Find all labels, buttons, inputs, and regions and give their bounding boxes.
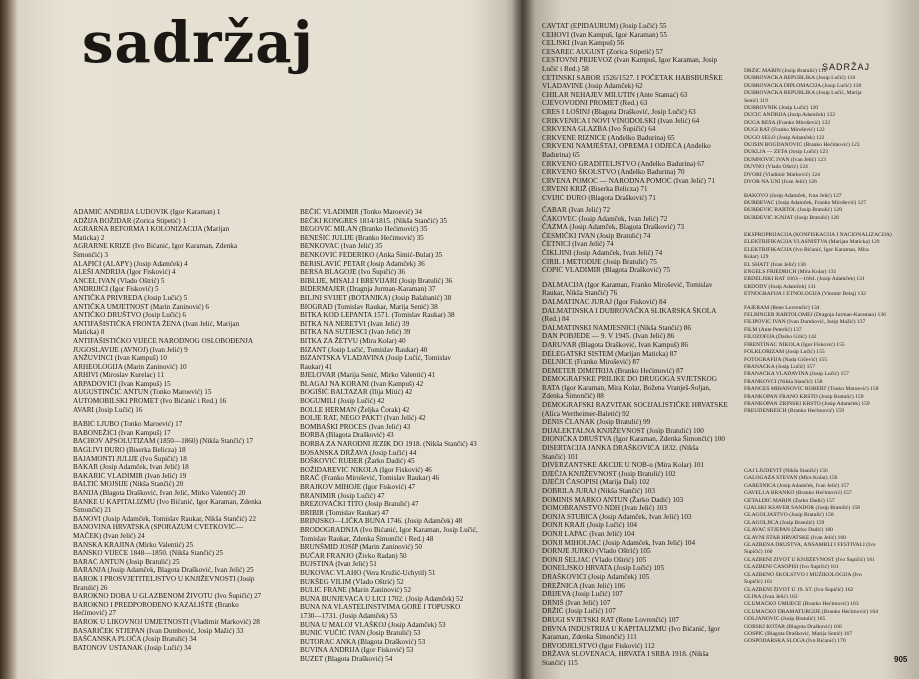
- toc-entry: BAKAR (Josip Adamček, Ivan Jelić) 18: [73, 463, 189, 472]
- toc-entry: DUBROVAČKA REPUBLIKA (Josip Lučić) 116: [744, 75, 856, 82]
- toc-column-right-far-top: [744, 68, 904, 222]
- toc-entry: DJEČJI ČASOPISI (Marija Daš) 102: [542, 478, 650, 487]
- toc-entry: BANSKO VIJEĆE 1848—1850. (Nikša Stančić) 25: [73, 549, 223, 558]
- toc-column-right-far-mid: [744, 232, 904, 416]
- toc-entry: DJEČJA KNJIŽEVNOST (Josip Bratulić) 102: [542, 469, 676, 478]
- toc-entry: ADAMIĆ ANDRIJA LUDOVIK (Igor Karaman) 1: [73, 208, 221, 216]
- toc-entry: BLAGAJ NA KORANI (Ivan Kampuš) 42: [300, 379, 424, 388]
- toc-entry: JUGOSLAVIJE (AVNOJ) (Ivan Jelić) 9: [73, 345, 188, 354]
- toc-entry: DALMATINSKI NAMJESNICI (Nikša Stančić) 86: [542, 323, 691, 332]
- toc-entry: BOŽIDAREVIĆ NIKOLA (Igor Fisković) 46: [300, 465, 432, 474]
- toc-entry: BJELOVAR (Marija Senić, Mirko Valentić) 41: [300, 371, 436, 380]
- toc-entry: Maticka) 8: [73, 328, 105, 337]
- toc-entry: BOMBAŠKI PROCES (Ivan Jelić) 43: [300, 422, 411, 431]
- toc-entry: DIJALEKTALNA KNJIŽEVNOST (Josip Bratulić) 100: [542, 426, 704, 435]
- toc-entry: ARHIVI (Miroslav Kurelac) 11: [73, 371, 164, 380]
- toc-entry: DRAŠKOVIĆI (Josip Adamček) 105: [542, 572, 650, 581]
- toc-entry: CRVENI KRIŽ (Biserka Belicza) 71: [542, 185, 648, 194]
- toc-entry: BENKOVAC (Ivan Jelić) 35: [300, 242, 383, 251]
- right-page: [522, 0, 919, 679]
- toc-entry: DUBROVAČKA REPUBLIKA (Josip Lučić, Marija: [744, 90, 862, 97]
- toc-entry: FRANKOPAN FRANO KRSTO (Josip Bratulić) 159: [744, 393, 864, 400]
- toc-entry: GLAZBENA DRUŠTVA, ANSAMBLI I FESTIVALI (Ivo: [744, 542, 876, 549]
- toc-entry: ALAPIĆI (ALAPY) (Josip Adamček) 4: [73, 259, 188, 268]
- toc-entry: AUTOMOBILSKI PROMET (Ivo Bićanić i Red.) 16: [73, 397, 227, 406]
- toc-entry: CRIKVENICA I NOVI VINODOLSKI (Ivan Jelić) 64: [542, 116, 700, 125]
- toc-entry: DENIS ČLANAK (Josip Bratulić) 99: [542, 418, 651, 427]
- toc-entry: CRKVENE RIZNICE (Anđelko Badurina) 65: [542, 133, 675, 142]
- toc-entry: CESAREC AUGUST (Zorica Stipetić) 57: [542, 47, 663, 56]
- toc-entry: ĐAKOVO (Josip Adamček, Ivan Jelić) 127: [744, 192, 842, 199]
- toc-entry: 1730—1731. (Josip Adamček) 53: [300, 611, 398, 620]
- toc-entry: ĐURĐEVIĆ IGNJAT (Josip Bratulić) 128: [744, 214, 839, 221]
- toc-entry: Hećimović) 27: [73, 609, 116, 618]
- toc-entry: GAVELLA BRANKO (Branko Hećimović) 157: [744, 490, 852, 497]
- toc-entry: CRKVENA GLAZBA (Ivo Šupičić) 64: [542, 125, 656, 134]
- toc-entry: BAROK U LIKOVNOJ UMJETNOSTI (Vladimir Marković) 28: [73, 617, 260, 626]
- toc-column-right-top: [542, 22, 738, 202]
- toc-entry: BATONOV USTANAK (Josip Lučić) 34: [73, 643, 192, 652]
- toc-entry: ARPADOVIĆI (Ivan Kampuš) 15: [73, 379, 171, 388]
- toc-entry: GLAZBENO ŠKOLSTVO I MUZIKOLOGIJA (Ivo: [744, 571, 862, 578]
- toc-entry: DRŽIĆ MARIN (Josip Bratulić) 115: [744, 68, 827, 74]
- toc-entry: FOLKLORIZAM (Josip Lučić) 155: [744, 349, 825, 356]
- toc-entry: ČIKLJINI (Josip Adamček, Ivan Jelić) 74: [542, 248, 663, 257]
- toc-entry: DUGO SELO (Josip Adamček) 122: [744, 134, 825, 141]
- toc-entry: FILIPOVIĆ IVAN (Ivan Dumbović, Josip Mažić) 137: [744, 319, 866, 326]
- toc-entry: DONJI LAPAC (Ivan Jelić) 104: [542, 529, 635, 538]
- toc-entry: DRUGI SVJETSKI RAT (Rene Lovrenčić) 107: [542, 615, 680, 624]
- toc-entry: BOLLE HERMAN (Željka Čorak) 42: [300, 405, 410, 414]
- toc-entry: BRUNŠMID JOSIP (Marin Zaninović) 50: [300, 543, 422, 552]
- toc-entry: GLAVNI ŠTAB HRVATSKE (Ivan Jelić) 160: [744, 534, 846, 541]
- toc-entry: GALOGAŽA STEVAN (Mira Kolar) 156: [744, 475, 838, 482]
- toc-entry: DUGI RAT (Franko Mirošević) 122: [744, 127, 825, 134]
- toc-entry: BITKA NA SUTJESCI (Ivan Jelić) 39: [300, 328, 411, 337]
- toc-entry: ANTIČKA PRIVREDA (Josip Lučić) 5: [73, 293, 188, 302]
- toc-entry: FRANAČKA VLADAVINA (Josip Lučić) 157: [744, 371, 849, 378]
- toc-entry: DEMETER DIMITRIJA (Branko Hećimović) 87: [542, 366, 684, 375]
- toc-entry: EKSPROPRIJACIJA (KONFISKACIJA I NACIONALIZACIJA): [744, 232, 892, 238]
- toc-entry: BITKA KOD LEPANTA 1571. (Tomislav Raukar) 38: [300, 311, 455, 320]
- toc-entry: BANIJA (Blagota Drašković, Ivan Jelić, Mirko Valentić) 20: [73, 489, 246, 497]
- toc-entry: Kolar) 129: [744, 254, 769, 261]
- toc-entry: GLAZBENI ŽIVOT U KNJIŽEVNOST (Ivo Šupičić) 161: [744, 556, 875, 563]
- toc-entry: BEGOVIĆ MILAN (Branko Hećimović) 35: [300, 225, 428, 234]
- toc-entry: DELNICE (Franko Mirošević) 87: [542, 358, 640, 367]
- toc-entry: BEČKI KONGRES 1814/1815. (Nikša Stančić) 35: [300, 216, 447, 225]
- toc-entry: GOLJANOVIĆ (Josip Bratulić) 165: [744, 616, 826, 623]
- toc-entry: DEMOGRAFSKE PRILIKE DO DRUGOGA SVJETSKOG: [542, 375, 717, 384]
- toc-entry: FAJERAM (Rene Lovrenčić) 134: [744, 304, 820, 311]
- toc-entry: BANSKA KRAJINA (Mirko Valentić) 25: [73, 540, 194, 549]
- toc-entry: BIOGRAD (Tomislav Raukar, Marija Senić) 38: [300, 302, 438, 311]
- toc-entry: BACHOV APSOLUTIZAM (1850—1860) (Nikša Stančić) 17: [73, 437, 254, 446]
- toc-entry: ČAKOVEC (Josip Adamček, Ivan Jelić) 72: [542, 214, 668, 223]
- toc-column-left-b: [300, 208, 505, 663]
- toc-entry: BOGUMILI (Josip Lučić) 42: [300, 397, 385, 406]
- toc-entry: DOMOBRANSTVO NDH (Ivan Jelić) 103: [542, 504, 667, 513]
- toc-entry: Šimončić) 3: [73, 250, 108, 259]
- toc-entry: DONJI KRAJI (Josip Lučić) 104: [542, 521, 638, 530]
- toc-entry: DISERTACIJA JANKA DRAŠKOVIĆA 1832. (Nikša: [542, 444, 699, 453]
- toc-column-right-far-bottom: [744, 468, 904, 646]
- toc-entry: BUTORAC ANKA (Blagota Drašković) 53: [300, 637, 426, 646]
- toc-entry: BANOVI (Josip Adamček, Tomislav Raukar, Nikša Stančić) 22: [73, 514, 256, 523]
- toc-entry: GLAGOLJAŠTVO (Josip Bratulić) 158: [744, 512, 834, 519]
- toc-entry: GLUMAČKO DRAMATURGIJE (Branko Hećimović) 164: [744, 608, 878, 615]
- toc-entry: DUGA REŠA (Franko Mirošević) 122: [744, 119, 831, 126]
- toc-entry: FOTOGRAFIJA (Nada Grčević) 155: [744, 356, 828, 363]
- toc-entry: FILM (Ante Peterlić) 137: [744, 326, 802, 333]
- toc-entry: BUNA U MALOJ VLAŠKOJ (Josip Adamček) 53: [300, 620, 446, 629]
- toc-column-left-a: [73, 208, 295, 652]
- toc-entry: GLAGOLJICA (Josip Bratulić) 159: [744, 519, 825, 526]
- toc-entry: ANCEL IVAN (Vlado Oštrić) 5: [73, 276, 165, 285]
- toc-entry: GAREŠNICA (Josip Adamček, Ivan Jelić) 157: [744, 482, 850, 489]
- toc-entry: ELEKTRIFIKACIJA (Ivo Bićanić, Igor Karaman, Mira: [744, 246, 869, 253]
- toc-entry: ELEKTRIFIKACIJA VLASNIŠTVA (Marijan Maticka) 129: [744, 239, 880, 246]
- toc-entry: ANTIČKO DRUŠTVO (Josip Lučić) 6: [73, 311, 186, 320]
- toc-entry: FREUDENREICH (Branko Hećimović) 159: [744, 408, 844, 415]
- toc-entry: ARHEOLOGIJA (Marin Zaninović) 10: [73, 362, 187, 371]
- toc-entry: CELJSKI (Ivan Kampuš) 56: [542, 39, 625, 48]
- toc-entry: BUJSTINA (Ivan Jelić) 51: [300, 560, 377, 569]
- toc-entry: Senić) 119: [744, 97, 768, 104]
- toc-entry: GETALDIĆ MARIN (Žarko Dadić) 157: [744, 497, 835, 504]
- toc-entry: GJALSKI KSAVER ŠANDOR (Josip Bratulić) 158: [744, 505, 860, 512]
- toc-entry: BAGLIVI ĐURO (Biserka Belicza) 18: [73, 446, 186, 455]
- toc-entry: FRANAČKA (Josip Lučić) 157: [744, 363, 816, 370]
- page-title: sadržaj: [82, 10, 314, 76]
- toc-entry: ĐURĐEVAC (Josip Adamček, Franko Mirošević) 127: [744, 199, 867, 206]
- toc-entry: CJEVOVODNI PROMET (Red.) 63: [542, 99, 648, 108]
- toc-entry: Zdenka Šimončić) 88: [542, 392, 604, 401]
- toc-entry: FELBINGER BARTOLOMEJ (Dragnja Jurman-Karaman) 136: [744, 312, 886, 319]
- toc-entry: GLAZBENI ŽIVOT U 19. ST. (Ivo Šupičić) 162: [744, 586, 854, 593]
- toc-entry: DRŽAVA SLOVENACA, HRVATA I SRBA 1918. (Nikša: [542, 650, 709, 659]
- toc-entry: AUGUSTINČIĆ ANTUN (Tonko Maroević) 15: [73, 388, 212, 397]
- toc-entry: BABIĆ LJUBO (Tonko Maroević) 17: [73, 420, 183, 429]
- toc-entry: Badurina) 65: [542, 150, 580, 159]
- toc-entry: GOSPIĆ (Blagota Drašković, Marija Senić) 167: [744, 630, 853, 637]
- toc-entry: BAROKNO DOBA U GLAZBENOM ŽIVOTU (Ivo Šupičić) 27: [73, 592, 262, 601]
- toc-entry: GOSPODARSKA SLOGA (Ivo Bićanić) 170: [744, 638, 846, 645]
- toc-entry: BORBA (Blagota Drašković) 43: [300, 431, 394, 440]
- toc-entry: ENGELS FRIEDRICH (Mira Kolar) 131: [744, 269, 837, 276]
- toc-entry: CEHOVI (Ivan Kampuš, Igor Karaman) 55: [542, 30, 667, 39]
- toc-entry: ANŽUVINCI (Ivan Kampuš) 10: [73, 354, 168, 363]
- toc-entry: BOŠKOVIĆ RUĐER (Žarko Dadić) 45: [300, 457, 415, 466]
- toc-entry: BUZET (Blagota Drašković) 54: [300, 654, 393, 663]
- toc-entry: GLUMAČKO UMIJEĆE (Branko Hećimović) 163: [744, 601, 859, 608]
- toc-entry: BEČIĆ VLADIMIR (Tonko Maroević) 34: [300, 208, 422, 216]
- toc-entry: BOSANSKA DRŽAVA (Josip Lučić) 44: [300, 448, 417, 457]
- toc-entry: BITKA ZA ŽETVU (Mira Kolar) 40: [300, 336, 406, 345]
- toc-entry: CRVENA POMOĆ — NARODNA POMOĆ (Ivan Jelić) 71: [542, 176, 715, 185]
- toc-entry: CRKVENO ŠKOLSTVO (Anđelko Badurina) 70: [542, 168, 685, 177]
- toc-entry: BUNIĆ VUČIĆ IVAN (Josip Bratulić) 53: [300, 629, 421, 638]
- toc-entry: GLAVAČ STJEPAN (Žarko Dadić) 160: [744, 527, 834, 534]
- toc-entry: BAROK I PROSVJETITELJSTVO U KNJIŽEVNOSTI (Josip: [73, 574, 255, 583]
- toc-entry: BIDERMAJER (Dragnja Jurman-Karaman) 37: [300, 285, 436, 294]
- toc-entry: BARAĆ ANTUN (Josip Bratulić) 25: [73, 557, 180, 566]
- toc-entry: ANTIČKA UMJETNOST (Marin Zaninović) 6: [73, 302, 210, 311]
- toc-entry: DUČIĆ ANDRIJA (Josip Adamček) 122: [744, 112, 836, 119]
- toc-entry: DVOR NA UNI (Ivan Jelić) 126: [744, 179, 817, 186]
- toc-entry: ALEŠI ANDRIJA (Igor Fisković) 4: [73, 268, 176, 277]
- toc-entry: (Red.) 84: [542, 315, 570, 324]
- toc-entry: CRKVENO GRADITELJSTVO (Anđelko Badurina) 67: [542, 159, 705, 168]
- toc-entry: ĆOPIĆ VLADIMIR (Blagota Drašković) 75: [542, 266, 671, 275]
- page-number: 905: [894, 655, 908, 664]
- toc-entry: BRINJSKO—LIČKA BUNA 1746. (Josip Adamček) 48: [300, 517, 463, 526]
- toc-entry: DRŽIĆ (Josip Lučić) 107: [542, 607, 616, 616]
- toc-entry: DONELJSKO HRVATA (Josip Lučić) 105: [542, 564, 665, 573]
- toc-entry: FRANGEŠ MIHANOVIĆ ROBERT (Tonko Maroević) 158: [744, 386, 879, 393]
- toc-entry: ANTIFAŠISTIČKO VIJEĆE NARODNOG OSLOBOĐENJA: [73, 336, 254, 345]
- toc-entry: ČETNICI (Ivan Jelić) 74: [542, 240, 614, 249]
- toc-entry: CVIJIĆ ĐURO (Blagota Drašković) 71: [542, 193, 656, 202]
- toc-entry: Šupičić) 160: [744, 549, 773, 556]
- toc-entry: CRKVENI NAMJEŠTAJ, OPREMA I ODJEĆA (Anđelko: [542, 142, 711, 151]
- toc-entry: VLADAVINE (Josip Adamček) 62: [542, 82, 643, 91]
- toc-entry: RATA (Igor Karaman, Mira Kolar, Božena Vranješ-Šoljan,: [542, 383, 711, 392]
- toc-entry: ČABAR (Ivan Jelić) 72: [542, 206, 611, 214]
- toc-entry: DIVERZANTSKE AKCIJE U NOB-u (Mira Kolar) 101: [542, 461, 705, 470]
- toc-entry: AGRARNE KRIZE (Ivo Bićanić, Igor Karaman, Zdenka: [73, 242, 238, 251]
- toc-entry: BERSA BLAGOJE (Ivo Šupičić) 36: [300, 268, 406, 277]
- toc-column-right-mid: [542, 206, 738, 667]
- toc-entry: DEMOGRAFSKI RAZVITAK SOCIJALISTIČKE HRVATSKE: [542, 401, 728, 410]
- toc-entry: ĐURĐEVIĆ BARTOL (Josip Bratulić) 128: [744, 207, 842, 214]
- toc-entry: Stančić) 115: [542, 658, 578, 667]
- toc-entry: BRODOGRADNJA (Ivo Bićanić, Igor Karaman, Josip Lučić,: [300, 525, 478, 534]
- toc-entry: DOMINIS MARKO ANTUN (Žarko Dadić) 103: [542, 495, 684, 504]
- toc-entry: Raukar) 41: [300, 362, 333, 371]
- toc-entry: BRAJKOV MIHOJE (Igor Fisković) 47: [300, 483, 416, 491]
- toc-entry: BULIĆ FRANE (Marin Zaninović) 52: [300, 586, 411, 595]
- toc-entry: DUBROVNIK (Josip Lučić) 120: [744, 105, 819, 112]
- toc-entry: DRVNA INDUSTRIJA U KAPITALIZMU (Ivo Bićanić, Igor: [542, 624, 720, 633]
- toc-entry: FILOZOFIJA (Darko Grlić) 142: [744, 334, 817, 341]
- toc-entry: BAŠČANSKA PLOČA (Josip Bratulić) 34: [73, 635, 197, 644]
- toc-entry: GLAZBENI ČASOPISI (Ivo Šupičić) 161: [744, 564, 839, 571]
- toc-entry: Raukar, Nikša Stančić) 76: [542, 289, 618, 298]
- toc-entry: DUJŠIN BOGDANOVIĆ (Branko Hećimović) 123: [744, 142, 860, 149]
- toc-entry: BAKARIĆ VLADIMIR (Ivan Jelić) 19: [73, 471, 187, 480]
- toc-entry: BUKŠEG VILIM (Vlado Oštrić) 52: [300, 577, 404, 586]
- toc-entry: GLINA (Ivan Jelić) 163: [744, 593, 798, 600]
- toc-entry: DONJI ŠELJAC (Vlado Oštrić) 105: [542, 555, 647, 564]
- toc-entry: BITKA NA NERETVI (Ivan Jelić) 39: [300, 319, 410, 328]
- toc-entry: BORBA ZA NARODNI JEZIK DO 1918. (Nikša Stančić) 43: [300, 440, 477, 449]
- toc-entry: DORNJE JURKO (Vlado Oštrić) 105: [542, 547, 651, 556]
- toc-entry: DALMACIJA (Igor Karaman, Franko Mirošević, Tomislav: [542, 280, 713, 289]
- toc-entry: FRANKOPAN ZRINSKI KRSTO (Josip Adamček) 159: [744, 400, 870, 407]
- toc-entry: BILJNI SVIJET (BOTANIKA) (Josip Balabanić) 38: [300, 293, 452, 302]
- toc-entry: DARUVAR (Blagota Drašković, Ivan Kampuš) 86: [542, 340, 688, 349]
- toc-entry: DIONIČKA DRUŠTVA (Igor Karaman, Zdenka Šimončić) 100: [542, 435, 725, 444]
- toc-entry: BUKOVAC VLAHO (Vera Kružić-Uchytil) 51: [300, 568, 436, 577]
- toc-entry: ERDELJSKI RAT 1663—1664. (Josip Adamček) 131: [744, 276, 865, 283]
- toc-entry: BUČAR FRANJO (Živko Radan) 50: [300, 551, 407, 560]
- toc-entry: FIRENTINAC NIKOLA (Igor Fisković) 155: [744, 341, 845, 348]
- toc-entry: ETNOGRAFIJA I ETNOLOGIJA (Vitomir Belaj) 132: [744, 291, 866, 298]
- toc-entry: BRIBIR (Tomislav Raukar) 47: [300, 508, 389, 517]
- toc-entry: BOGIŠIĆ BALTAZAR (Ilija Mitić) 42: [300, 388, 413, 397]
- toc-entry: DALMATINAC JURAJ (Igor Fisković) 84: [542, 297, 667, 306]
- toc-entry: Maticka) 2: [73, 233, 105, 242]
- toc-entry: CHILAR NEHAJEV MILUTIN (Ante Stamać) 63: [542, 90, 688, 99]
- toc-entry: BASARIČEK STJEPAN (Ivan Dumbović, Josip Mažić) 33: [73, 626, 244, 635]
- toc-entry: BUVINA ANDRIJA (Igor Fisković) 53: [300, 646, 414, 655]
- toc-entry: BRAČ (Franko Mirošević, Tomislav Raukar) 46: [300, 474, 440, 483]
- toc-entry: ANDRIJIĆI (Igor Fisković) 5: [73, 285, 159, 294]
- toc-entry: BOLJE RAT, NEGO PAKT! (Ivan Jelić) 42: [300, 414, 426, 423]
- toc-entry: BERISLAVIĆ PETAR (Josip Adamček) 36: [300, 259, 425, 268]
- toc-entry: Lučić i Red.) 58: [542, 64, 589, 73]
- toc-entry: CRES I LOŠINJ (Blagota Drašković, Josip Lučić) 63: [542, 107, 696, 116]
- book-gutter: [512, 0, 534, 679]
- toc-entry: DALMATINSKA I DUBROVAČKA SLIKARSKA ŠKOLA: [542, 306, 717, 315]
- toc-entry: CESTOVNI PRIJEVOZ (Ivan Kampuš, Igor Karaman, Josip: [542, 56, 718, 65]
- toc-entry: ČAZMA (Josip Adamček, Blagota Drašković) 73: [542, 223, 685, 232]
- toc-entry: BABONEŽIĆI (Ivan Kampuš) 17: [73, 428, 171, 437]
- toc-entry: AVARI (Josip Lučić) 16: [73, 405, 143, 414]
- toc-entry: ČESMIČKI IVAN (Josip Bratulić) 74: [542, 231, 651, 240]
- toc-entry: ANTIFAŠISTIČKA FRONTA ŽENA (Ivan Jelić, Marijan: [73, 319, 240, 328]
- toc-entry: BALTIĆ MOJSIJE (Nikša Stančić) 20: [73, 480, 184, 489]
- toc-entry: Tomislav Raukar, Zdenka Šimončić i Red.) 48: [300, 534, 434, 543]
- toc-entry: BANKE U KAPITALIZMU (Ivo Bićanić, Igor Karaman, Zdenka: [73, 497, 262, 506]
- toc-entry: DRVODJELSTVO (Igor Fisković) 112: [542, 641, 655, 650]
- toc-entry: DREŽNICA (Ivan Jelić) 106: [542, 581, 625, 590]
- toc-entry: EL SHATT (Ivan Jelić) 130: [744, 261, 806, 268]
- toc-entry: BAJAMONTI JULIJE (Ivo Šupičić) 18: [73, 454, 187, 463]
- toc-entry: ERDŐDY (Josip Adamček) 131: [744, 283, 817, 290]
- toc-entry: Stančić) 101: [542, 452, 579, 461]
- toc-entry: DUMNOVIĆ IVAN (Ivan Jelić) 123: [744, 156, 826, 163]
- toc-entry: Šupičić) 161: [744, 579, 773, 586]
- toc-entry: BENKOVIĆ FEDERIKO (Anka Šimić-Bulat) 35: [300, 250, 443, 259]
- toc-entry: Šimončić) 21: [73, 506, 112, 515]
- toc-entry: DUVNO (Vlado Oštrić) 124: [744, 164, 808, 171]
- toc-entry: ADŽIJA BOŽIDAR (Zorica Stipetić) 1: [73, 216, 186, 225]
- toc-entry: GORSKI KOTAR (Blagota Drašković) 166: [744, 623, 842, 630]
- toc-entry: CAVTAT (EPIDAURUM) (Josip Lučić) 55: [542, 22, 667, 30]
- toc-entry: DRIJEVA (Josip Lučić) 107: [542, 590, 623, 599]
- toc-entry: CETINSKI SABOR 1526/1527. I POČETAK HABSBURŠKE: [542, 73, 723, 82]
- toc-entry: DRNIŠ (Ivan Jelić) 107: [542, 598, 611, 607]
- toc-entry: BENEŠIĆ JULIJE (Branko Hećimović) 35: [300, 233, 424, 242]
- toc-entry: ĆIRIL I METODIJE (Josip Bratulić) 75: [542, 257, 657, 266]
- toc-entry: BRANIMIR (Josip Lučić) 47: [300, 491, 385, 500]
- toc-entry: DAN POBJEDE — 9. V 1945. (Ivan Jelić) 86: [542, 332, 675, 341]
- toc-entry: DOBRILA JURAJ (Nikša Stančić) 103: [542, 487, 655, 495]
- toc-entry: AGRARNA REFORMA I KOLONIZACIJA (Marijan: [73, 225, 230, 234]
- running-head: SADRŽAJ: [822, 62, 871, 72]
- toc-entry: DUKLJA — ZETA (Josip Lučić) 123: [744, 149, 828, 156]
- toc-entry: BAROKNO I PREDPOROĐENO KAZALIŠTE (Branko: [73, 600, 239, 609]
- toc-entry: (Alica Wertheimer-Baletić) 92: [542, 409, 630, 418]
- toc-entry: BUNA NA VLASTELINSTVIMA GORE I TOPUSKO: [300, 603, 461, 612]
- toc-entry: DONJA STUBICA (Josip Adamček, Ivan Jelić) 103: [542, 512, 692, 521]
- toc-entry: MAČEK) (Ivan Jelić) 24: [73, 531, 145, 540]
- toc-entry: Karaman, Zdenka Šimončić) 111: [542, 633, 637, 642]
- toc-entry: DELEGATSKI SISTEM (Marijan Maticka) 87: [542, 349, 677, 358]
- toc-entry: BANOVINA HRVATSKA (SPORAZUM CVETKOVIĆ—: [73, 523, 244, 532]
- toc-entry: BREZOVAČKI TITO (Josip Bratulić) 47: [300, 500, 419, 509]
- toc-entry: DUBROVAČKA DIPLOMACIJA (Josip Lučić) 118: [744, 82, 862, 89]
- toc-entry: GAJ LJUDEVIT (Nikša Stančić) 156: [744, 468, 828, 474]
- toc-entry: Bratulić) 26: [73, 583, 108, 592]
- toc-entry: DVORI (Vladimir Marković) 124: [744, 171, 820, 178]
- toc-entry: BUNA BUNJEVACA U LICI 1702. (Josip Adamček) 52: [300, 594, 464, 603]
- toc-entry: DONJI MIHOLJAC (Josip Adamček, Ivan Jelić) 104: [542, 538, 696, 547]
- toc-entry: BIBLIJE, MISALI I BREVIJARI (Josip Bratulić) 36: [300, 276, 453, 285]
- toc-entry: BARANJA (Josip Adamček, Blagota Drašković, Ivan Jelić) 25: [73, 566, 254, 575]
- toc-entry: FRANKOVCI (Nikša Stančić) 158: [744, 378, 823, 385]
- toc-entry: BIZANT (Josip Lučić, Tomislav Raukar) 40: [300, 345, 428, 354]
- toc-entry: BIZANTSKA VLADAVINA (Josip Lučić, Tomislav: [300, 354, 452, 363]
